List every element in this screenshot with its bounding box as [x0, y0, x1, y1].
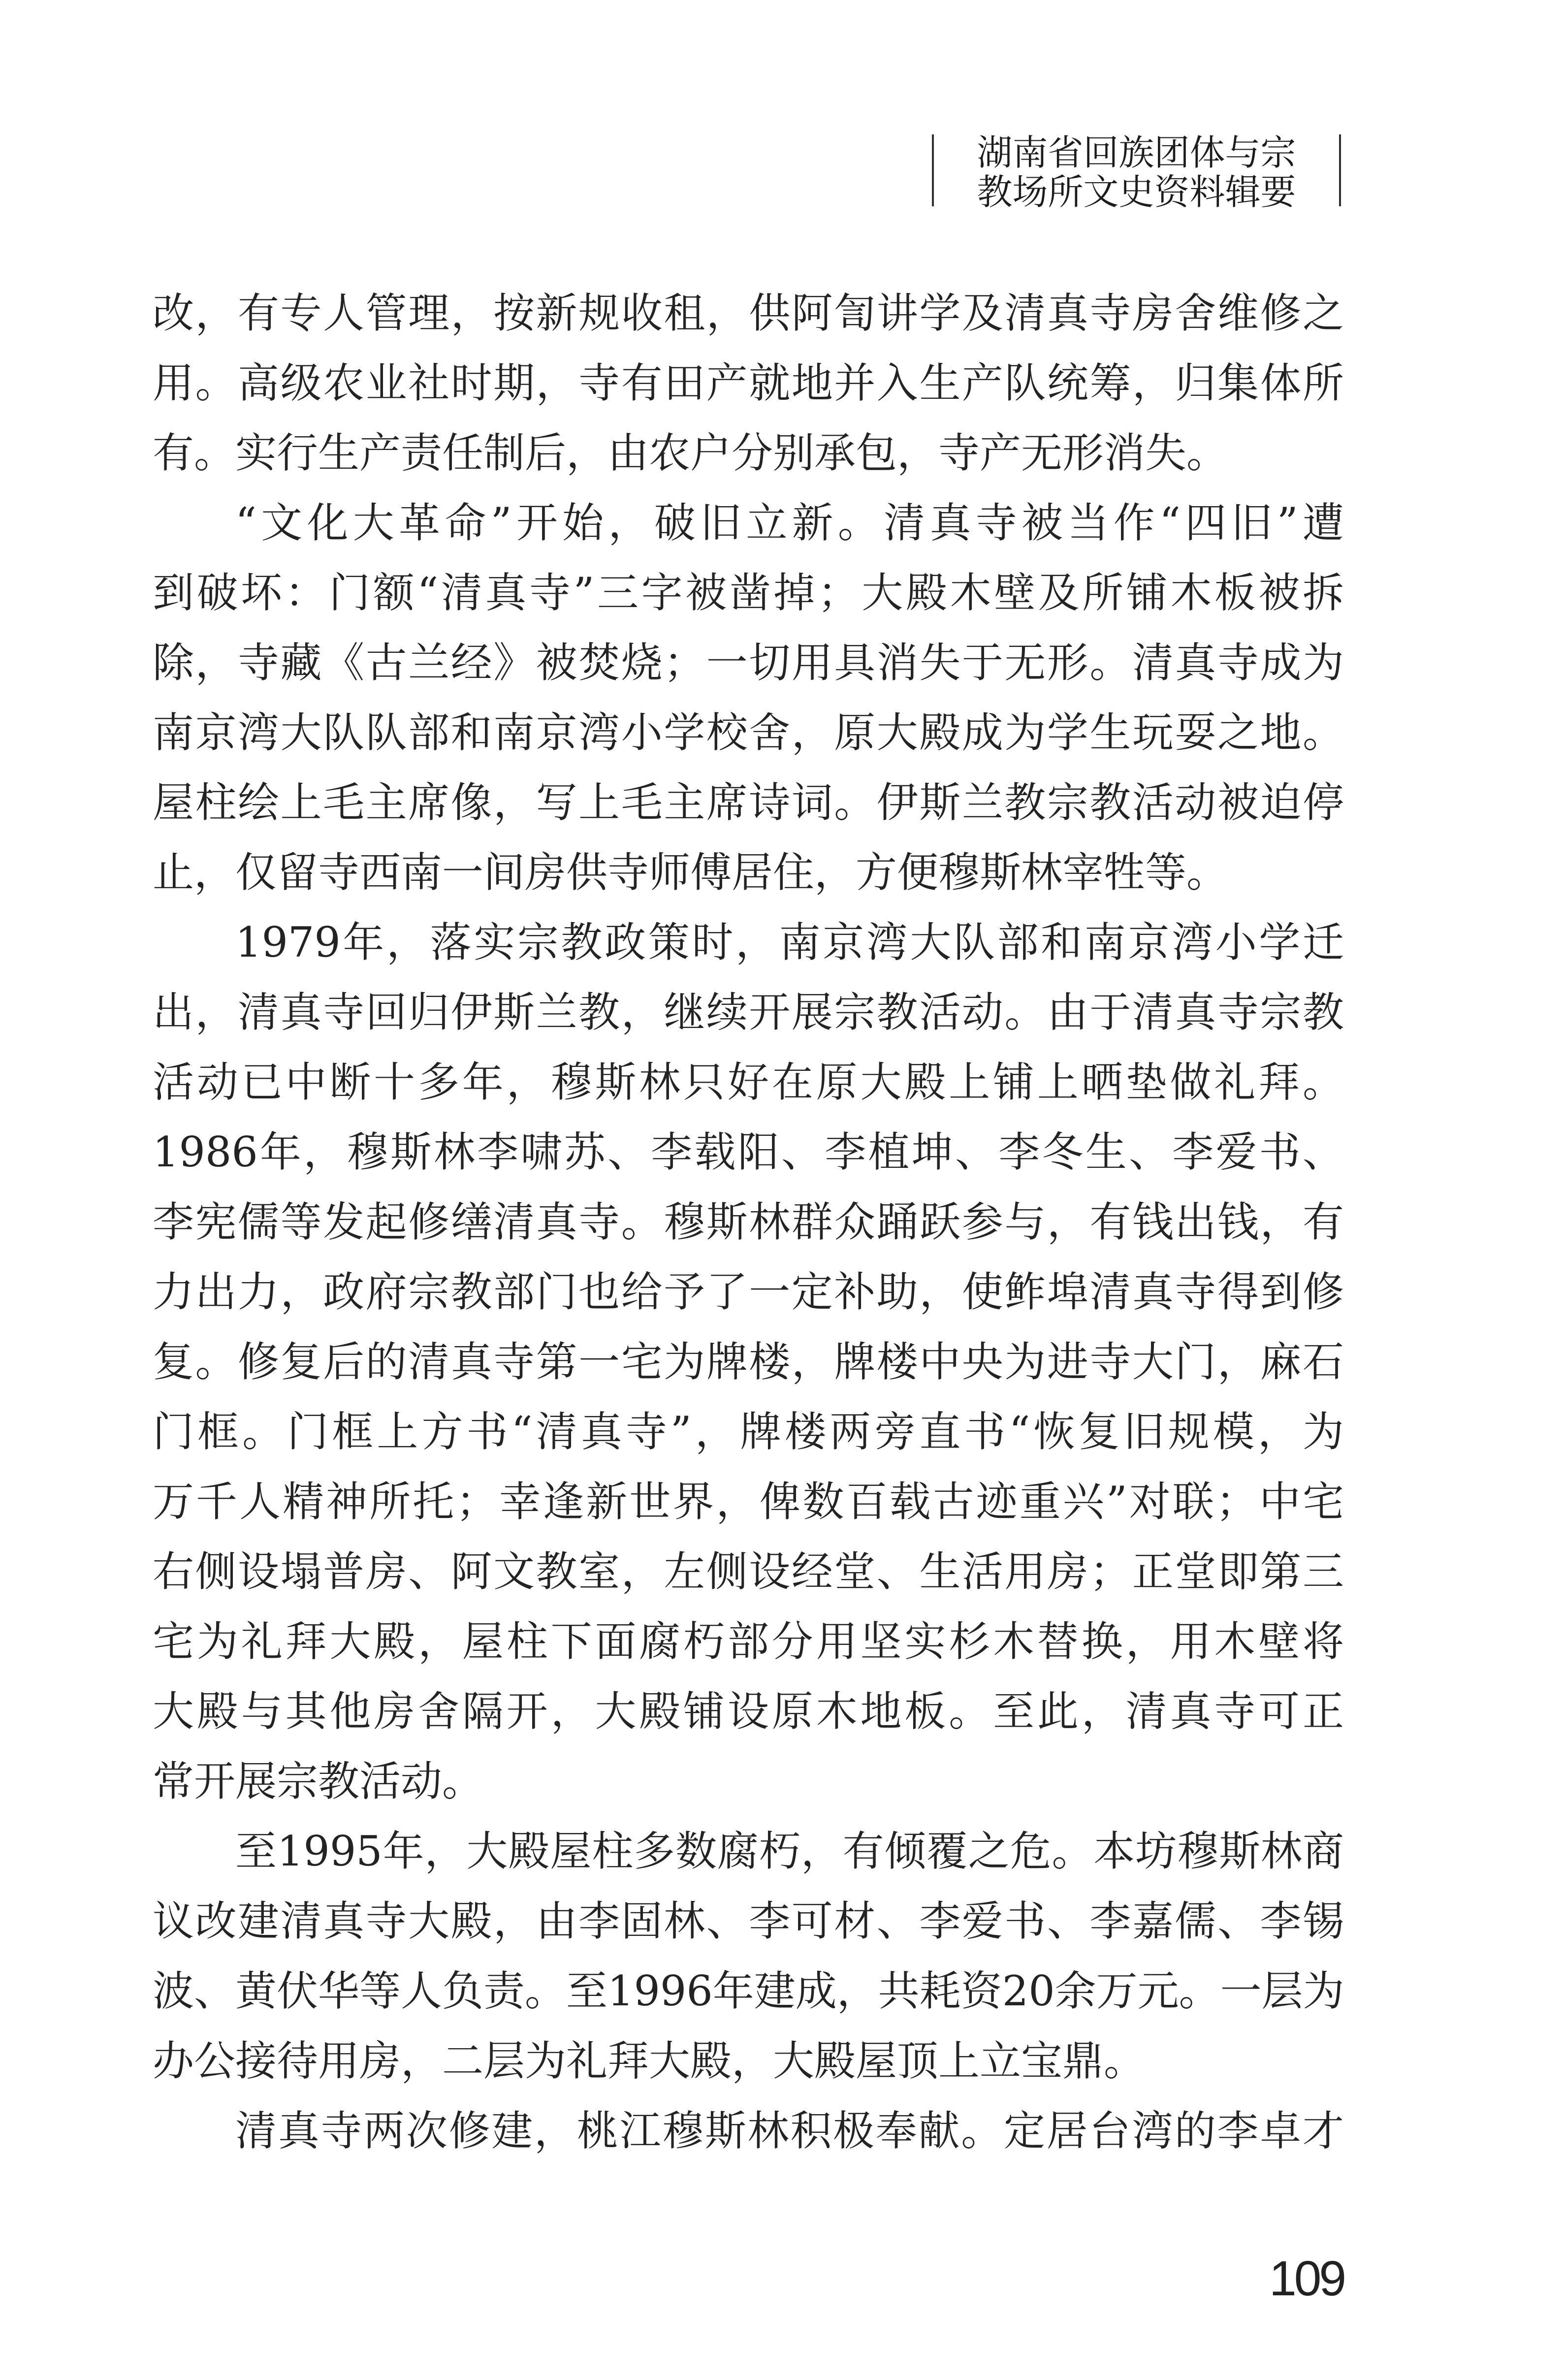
text-line: 1986年，穆斯林李啸苏、李载阳、李植坤、李冬生、李爱书、: [153, 1128, 1344, 1176]
running-head-line: 湖南省回族团体与宗: [977, 132, 1296, 173]
text-line: 大殿与其他房舍隔开，大殿铺设原木地板。至此，清真寺可正: [153, 1687, 1344, 1736]
text-line: 至1995年，大殿屋柱多数腐朽，有倾覆之危。本坊穆斯林商: [235, 1827, 1344, 1875]
paragraph: [153, 488, 1344, 907]
text-line: 清真寺两次修建，桃江穆斯林积极奉献。定居台湾的李卓才: [235, 2107, 1344, 2155]
running-head-divider-right: [1339, 134, 1341, 206]
text-line: 屋柱绘上毛主席像，写上毛主席诗词。伊斯兰教宗教活动被迫停: [153, 778, 1344, 827]
text-line: 止，仅留寺西南一间房供寺师傅居住，方便穆斯林宰牲等。: [153, 848, 1228, 897]
text-line: 力出力，政府宗教部门也给予了一定补助，使鲊埠清真寺得到修: [153, 1268, 1344, 1316]
paragraph: [153, 278, 1344, 488]
page-number: 109: [1269, 2251, 1344, 2306]
text-line: 办公接待用房，二层为礼拜大殿，大殿屋顶上立宝鼎。: [153, 2037, 1146, 2085]
running-head-line: 教场所文史资料辑要: [977, 171, 1296, 213]
text-line: 右侧设塌普房、阿文教室，左侧设经堂、生活用房；正堂即第三: [153, 1547, 1344, 1596]
text-line: 万千人精神所托；幸逢新世界，俾数百载古迹重兴”对联；中宅: [153, 1478, 1344, 1526]
paragraph: [153, 1816, 1344, 2096]
running-head-title: [932, 133, 1341, 212]
text-line: 出，清真寺回归伊斯兰教，继续开展宗教活动。由于清真寺宗教: [153, 988, 1344, 1036]
paragraph: [153, 907, 1344, 1816]
text-line: 有。实行生产责任制后，由农户分别承包，寺产无形消失。: [153, 429, 1228, 477]
text-line: 1979年，落实宗教政策时，南京湾大队部和南京湾小学迁: [235, 918, 1344, 966]
text-line: 到破坏：门额“清真寺”三字被凿掉；大殿木壁及所铺木板被拆: [153, 569, 1344, 617]
text-line: 复。修复后的清真寺第一宅为牌楼，牌楼中央为进寺大门，麻石: [153, 1338, 1344, 1386]
running-head: [932, 132, 1341, 213]
text-line: 宅为礼拜大殿，屋柱下面腐朽部分用坚实杉木替换，用木壁将: [153, 1617, 1344, 1666]
text-line: 南京湾大队队部和南京湾小学校舍，原大殿成为学生玩耍之地。: [153, 708, 1344, 757]
text-line: 议改建清真寺大殿，由李固林、李可材、李爱书、李嘉儒、李锡: [153, 1897, 1344, 1945]
paragraph: [153, 2096, 1344, 2166]
text-line: 波、黄伏华等人负责。至1996年建成，共耗资20余万元。一层为: [153, 1967, 1344, 2015]
text-line: 除，寺藏《古兰经》被焚烧；一切用具消失于无形。清真寺成为: [153, 639, 1344, 687]
text-line: 活动已中断十多年，穆斯林只好在原大殿上铺上晒垫做礼拜。: [153, 1058, 1344, 1106]
text-line: “文化大革命”开始，破旧立新。清真寺被当作“四旧”遭: [235, 499, 1344, 547]
text-line: 改，有专人管理，按新规收租，供阿訇讲学及清真寺房舍维修之: [153, 289, 1344, 337]
text-line: 用。高级农业社时期，寺有田产就地并入生产队统筹，归集体所: [153, 359, 1344, 407]
body-text: [153, 278, 1344, 2166]
text-line: 李宪儒等发起修缮清真寺。穆斯林群众踊跃参与，有钱出钱，有: [153, 1198, 1344, 1246]
text-line: 常开展宗教活动。: [153, 1757, 484, 1805]
text-line: 门框。门框上方书“清真寺”，牌楼两旁直书“恢复旧规模，为: [153, 1408, 1344, 1456]
